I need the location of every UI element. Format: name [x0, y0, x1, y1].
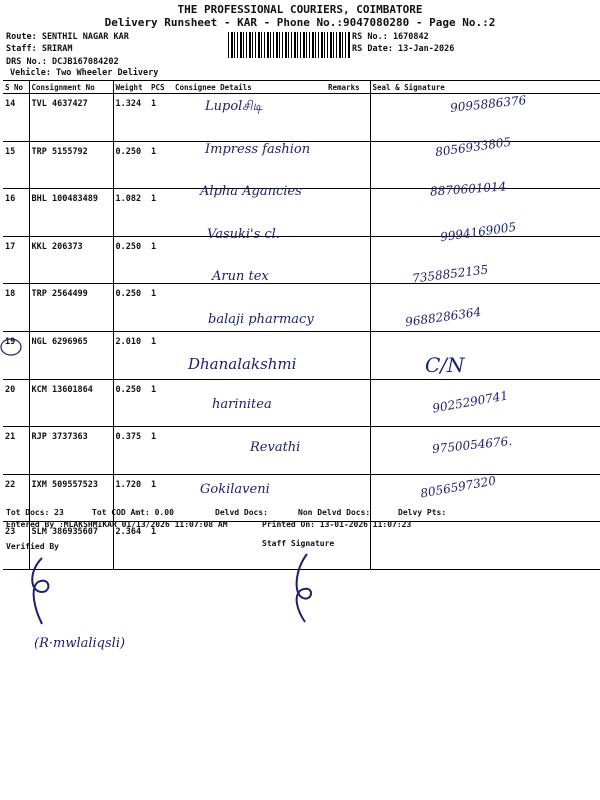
sno-cell: 14 [3, 94, 29, 142]
table-row [3, 379, 600, 427]
pcs-cell: 1 [149, 141, 173, 189]
verifier-signature [20, 552, 80, 632]
consignment-cell: SLM 386935607 [29, 522, 113, 570]
entered-by: Entered By :MLAKSHMIKAR 01/13/2026 11:07:08 AM [6, 520, 228, 529]
signature-phone-handwriting: C/N [425, 352, 465, 377]
sno-cell: 21 [3, 427, 29, 475]
col-sno: S No [3, 81, 29, 94]
runsheet-subtitle: Delivery Runsheet - KAR - Phone No.:9047080280 - Page No.:2 [104, 16, 496, 29]
weight-cell: 0.250 [113, 141, 149, 189]
col-weight: Weight [113, 81, 149, 94]
staff-label: Staff: SRIRAM [6, 44, 73, 54]
signature-cell [370, 331, 600, 379]
pcs-cell: 1 [149, 236, 173, 284]
consignee-handwriting: Gokilaveni [200, 482, 270, 498]
consignee-handwriting: Lupolசிடி [205, 99, 263, 114]
weight-cell: 1.720 [113, 474, 149, 522]
delvy-pts: Delvy Pts: [398, 508, 447, 517]
weight-cell: 1.082 [113, 189, 149, 237]
non-delvd-docs: Non Delvd Docs: [298, 508, 371, 517]
consignee-handwriting: Arun tex [212, 269, 269, 285]
consignment-cell: IXM 509557523 [29, 474, 113, 522]
signature-phone-handwriting: 9095886376 [449, 93, 527, 115]
signature-phone-handwriting: 7358852135 [411, 262, 489, 286]
consignment-cell: TVL 4637427 [29, 94, 113, 142]
consignment-cell: RJP 3737363 [29, 427, 113, 475]
pcs-cell: 1 [149, 427, 173, 475]
remarks-cell [326, 236, 370, 284]
consignee-handwriting: Dhanalakshmi [188, 354, 297, 373]
col-pcs: PCS [149, 81, 173, 94]
signature-phone-handwriting: 8056933805 [434, 134, 512, 159]
sno-cell: 23 [3, 522, 29, 570]
drs-label: DRS No.: DCJB167084202 [6, 57, 119, 67]
weight-cell: 0.250 [113, 379, 149, 427]
consignee-handwriting: Vasuki's cl. [207, 226, 280, 242]
signature-phone-handwriting: 9688286364 [404, 304, 482, 330]
pcs-cell: 1 [149, 522, 173, 570]
consignment-cell: BHL 100483489 [29, 189, 113, 237]
sno-cell: 17 [3, 236, 29, 284]
sno-cell: 16 [3, 189, 29, 237]
sno-cell: 15 [3, 141, 29, 189]
signature-phone-handwriting: 8870601014 [429, 179, 507, 199]
sno-cell: 20 [3, 379, 29, 427]
weight-cell: 0.375 [113, 427, 149, 475]
col-consignee: Consignee Details [173, 81, 326, 94]
consignment-cell: KCM 13601864 [29, 379, 113, 427]
weight-cell: 2.364 [113, 522, 149, 570]
pcs-cell: 1 [149, 94, 173, 142]
rs-date: RS Date: 13-Jan-2026 [352, 44, 455, 54]
consignment-cell: TRP 5155792 [29, 141, 113, 189]
tot-cod: Tot COD Amt: 0.00 [92, 508, 174, 517]
col-remarks: Remarks [326, 81, 370, 94]
sno-cell: 22 [3, 474, 29, 522]
company-title: THE PROFESSIONAL COURIERS, COIMBATORE [177, 3, 423, 16]
weight-cell: 0.250 [113, 284, 149, 332]
weight-cell: 0.250 [113, 236, 149, 284]
consignment-cell: TRP 2564499 [29, 284, 113, 332]
consignee-handwriting: Impress fashion [205, 141, 311, 157]
row-20-circle-mark [0, 337, 24, 357]
remarks-cell [326, 189, 370, 237]
consignee-handwriting: harinitea [212, 397, 272, 413]
pcs-cell: 1 [149, 284, 173, 332]
signature-phone-handwriting: 8056597320 [419, 473, 497, 501]
signature-cell [370, 284, 600, 332]
consignee-handwriting: balaji pharmacy [208, 312, 314, 327]
route-label: Route: SENTHIL NAGAR KAR [6, 32, 129, 42]
remarks-cell [326, 141, 370, 189]
barcode-image [228, 32, 350, 58]
pcs-cell: 1 [149, 331, 173, 379]
remarks-cell [326, 94, 370, 142]
vehicle-label: Vehicle: Two Wheeler Delivery [10, 68, 159, 78]
signature-phone-handwriting: 9994169005 [439, 219, 517, 245]
consignee-handwriting: Revathi [250, 439, 301, 455]
staff-signature-label: Staff Signature [262, 539, 335, 548]
sno-cell: 19 [3, 331, 29, 379]
verifier-name: (R·mwlaliqsli) [34, 636, 126, 651]
printed-on: Printed On: 13-01-2026 11:07:23 [262, 520, 412, 529]
consignee-handwriting: Alpha Agancies [200, 184, 302, 200]
remarks-cell [326, 284, 370, 332]
consignment-cell: KKL 206373 [29, 236, 113, 284]
pcs-cell: 1 [149, 474, 173, 522]
table-header-row [3, 81, 600, 94]
verified-by-label: Verified By [6, 542, 59, 551]
weight-cell: 2.010 [113, 331, 149, 379]
consignment-cell: NGL 6296965 [29, 331, 113, 379]
staff-signature-mark [285, 548, 335, 628]
pcs-cell: 1 [149, 189, 173, 237]
rs-number: RS No.: 1670842 [352, 32, 429, 42]
signature-phone-handwriting: 9750054676. [431, 433, 513, 456]
col-consignment: Consignment No [29, 81, 113, 94]
table-row [3, 331, 600, 379]
weight-cell: 1.324 [113, 94, 149, 142]
remarks-cell [326, 427, 370, 475]
remarks-cell [326, 379, 370, 427]
signature-phone-handwriting: 9025290741 [431, 388, 509, 416]
sno-cell: 18 [3, 284, 29, 332]
table-row [3, 236, 600, 284]
delvd-docs: Delvd Docs: [215, 508, 268, 517]
remarks-cell [326, 331, 370, 379]
col-signature: Seal & Signature [370, 81, 600, 94]
tot-docs: Tot Docs: 23 [6, 508, 64, 517]
pcs-cell: 1 [149, 379, 173, 427]
